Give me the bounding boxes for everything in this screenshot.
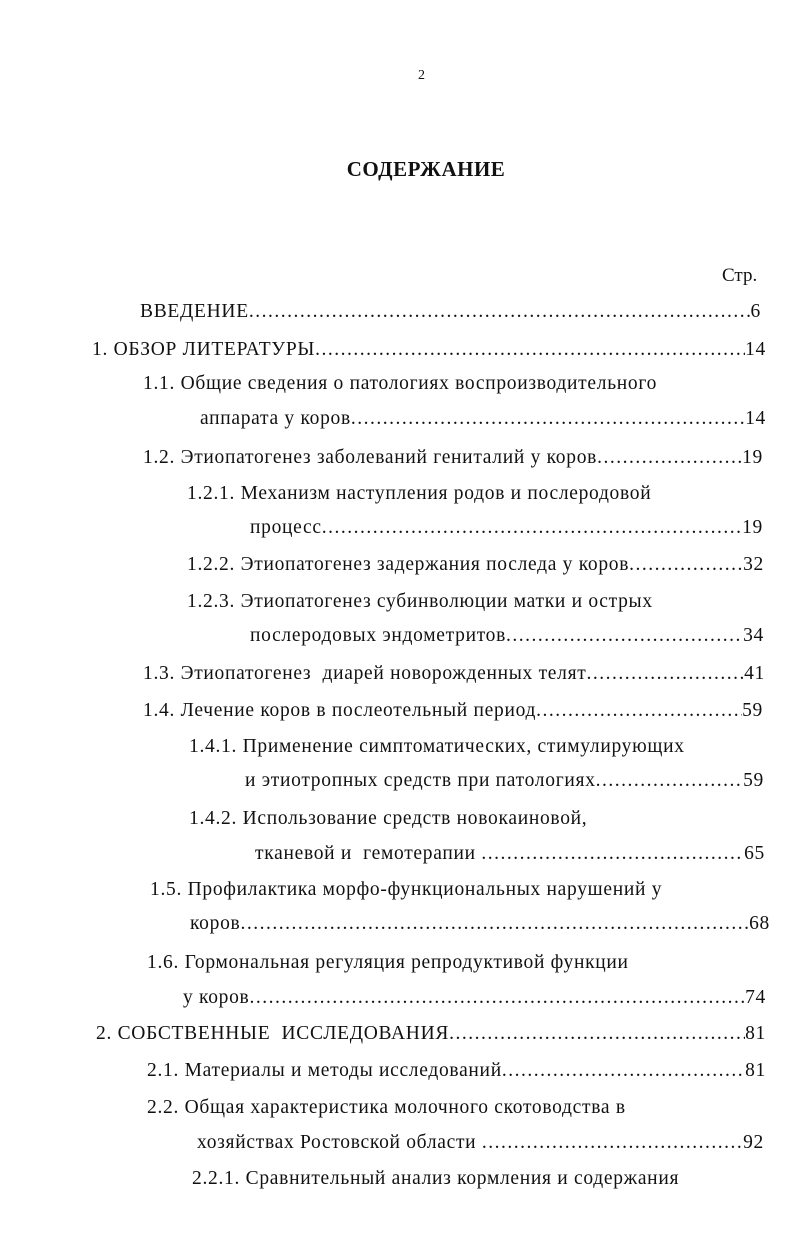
toc-entry-1-1	[200, 405, 766, 433]
toc-entry-chapter-2	[96, 1020, 766, 1048]
toc-entry-1-4	[143, 697, 763, 725]
toc-entry-page: 32	[743, 554, 764, 575]
toc-entry-text: 1.3. Этиопатогенез диарей новорожденных телят	[143, 663, 587, 684]
toc-leader-dots	[586, 660, 744, 688]
toc-leader-dots	[482, 1129, 743, 1157]
toc-entry-2-2	[197, 1129, 764, 1157]
toc-leader-dots	[249, 984, 745, 1012]
toc-entry-1-4-1	[245, 767, 764, 795]
toc-entry-text: 1.2.2. Этиопатогенез задержания последа у коров	[187, 554, 630, 575]
toc-entry-1-6	[183, 984, 766, 1012]
toc-entry-page: 14	[745, 339, 766, 360]
toc-leader-dots	[536, 697, 742, 725]
toc-entry-text: процесс	[250, 517, 322, 538]
toc-entry-1-6-text: 1.6. Гормональная регуляция репродуктивой функции	[147, 952, 629, 973]
toc-entry-text: 1.2. Этиопатогенез заболеваний гениталий у коров	[143, 447, 598, 468]
toc-entry-introduction	[140, 298, 761, 326]
toc-entry-text: коров	[190, 913, 241, 934]
page-column-header: Стр.	[722, 265, 758, 286]
toc-leader-dots	[249, 298, 751, 326]
toc-entry-1-2-3-text: 1.2.3. Этиопатогенез субинволюции матки и острых	[187, 591, 653, 612]
toc-entry-page: 92	[743, 1132, 764, 1153]
toc-leader-dots	[597, 444, 742, 472]
toc-entry-text: тканевой и гемотерапии	[255, 843, 482, 864]
toc-leader-dots	[449, 1020, 745, 1048]
toc-entry-text: 1.4. Лечение коров в послеотельный период	[143, 700, 537, 721]
toc-entry-1-1-text: 1.1. Общие сведения о патологиях воспроизводительного	[143, 373, 658, 394]
toc-leader-dots	[629, 551, 743, 579]
toc-entry-page: 59	[743, 770, 764, 791]
toc-entry-1-4-2-text: 1.4.2. Использование средств новокаиновой,	[189, 808, 588, 829]
toc-entry-page: 19	[742, 447, 763, 468]
toc-entry-1-2-3	[250, 622, 764, 650]
toc-leader-dots	[351, 405, 745, 433]
toc-entry-2-1	[147, 1057, 766, 1085]
toc-entry-text: 1. ОБЗОР ЛИТЕРАТУРЫ	[92, 339, 316, 360]
toc-entry-1-3	[143, 660, 765, 688]
toc-entry-text: 2. СОБСТВЕННЫЕ ИССЛЕДОВАНИЯ	[96, 1023, 450, 1044]
toc-entry-page: 59	[742, 700, 763, 721]
toc-entry-1-2-2	[187, 551, 764, 579]
toc-leader-dots	[315, 336, 745, 364]
toc-entry-2-2-1-text: 2.2.1. Сравнительный анализ кормления и содержания	[192, 1168, 680, 1189]
page-title: СОДЕРЖАНИЕ	[346, 157, 506, 181]
toc-entry-text: ВВЕДЕНИЕ	[140, 301, 249, 322]
toc-leader-dots	[506, 622, 743, 650]
toc-entry-page: 34	[743, 625, 764, 646]
toc-entry-1-2	[143, 444, 763, 472]
toc-entry-page: 65	[744, 843, 765, 864]
toc-entry-1-4-2	[255, 840, 765, 868]
toc-entry-page: 19	[742, 517, 763, 538]
toc-entry-text: и этиотропных средств при патологиях	[245, 770, 596, 791]
toc-leader-dots	[596, 767, 743, 795]
toc-entry-text: аппарата у коров	[200, 408, 351, 429]
toc-entry-1-4-1-text: 1.4.1. Применение симптоматических, стимулирующих	[189, 736, 685, 757]
toc-leader-dots	[481, 840, 744, 868]
toc-entry-text: послеродовых эндометритов	[250, 625, 507, 646]
toc-entry-2-2-text: 2.2. Общая характеристика молочного скотоводства в	[147, 1097, 626, 1118]
toc-leader-dots	[502, 1057, 745, 1085]
toc-leader-dots	[322, 514, 742, 542]
toc-entry-page: 68	[749, 913, 770, 934]
toc-entry-1-2-1-text: 1.2.1. Механизм наступления родов и послеродовой	[187, 483, 652, 504]
toc-entry-page: 81	[745, 1023, 766, 1044]
toc-entry-1-2-1	[250, 514, 763, 542]
toc-entry-1-5-text: 1.5. Профилактика морфо-функциональных нарушений у	[150, 879, 663, 900]
page-number: 2	[418, 68, 425, 83]
toc-entry-chapter-1	[92, 336, 766, 364]
toc-entry-page: 14	[745, 408, 766, 429]
toc-leader-dots	[240, 910, 749, 938]
toc-entry-page: 74	[745, 987, 766, 1008]
toc-entry-page: 81	[745, 1060, 766, 1081]
toc-entry-page: 41	[744, 663, 765, 684]
toc-entry-1-5	[190, 910, 770, 938]
toc-entry-text: у коров	[183, 987, 250, 1008]
toc-entry-text: 2.1. Материалы и методы исследований	[147, 1060, 502, 1081]
toc-entry-text: хозяйствах Ростовской области	[197, 1132, 482, 1153]
toc-entry-page: 6	[750, 301, 761, 322]
